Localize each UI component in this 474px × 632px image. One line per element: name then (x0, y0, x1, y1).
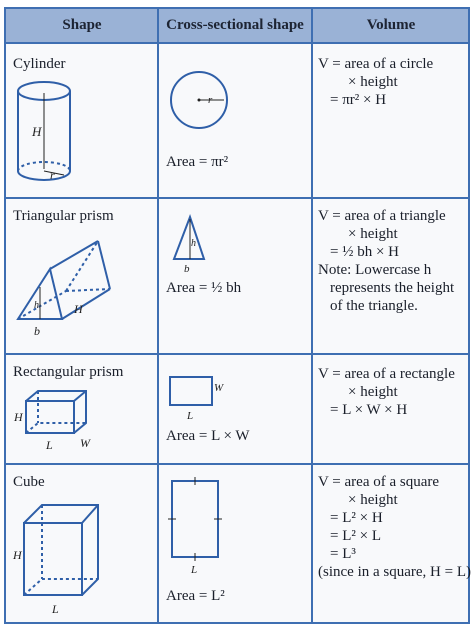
area-formula: Area = L × W (166, 428, 250, 444)
area-formula: Area = ½ bh (166, 280, 242, 296)
volume-line: V = area of a rectangle (318, 366, 455, 382)
circle-cross-section (166, 57, 236, 149)
volume-line: V = area of a square (318, 474, 440, 490)
volume-formula (318, 365, 455, 419)
rectangle-cross-section (166, 371, 236, 423)
shape-name: Rectangular prism (13, 364, 124, 380)
shape-name: Cylinder (13, 56, 66, 72)
rectangular-prism-figure (12, 385, 94, 455)
volume-line: V = area of a circle (318, 56, 434, 72)
volume-line: = ½ bh × H (330, 244, 400, 260)
volume-line: represents the height (330, 280, 455, 296)
cs-label: W (214, 382, 224, 394)
cube-figure (10, 493, 110, 617)
volume-line: = L × W × H (330, 402, 408, 418)
volume-line: × height (348, 74, 398, 90)
volume-line: × height (348, 384, 398, 400)
cs-label: h (191, 238, 196, 249)
cs-label: b (184, 263, 190, 274)
volume-line: = L² × L (330, 528, 381, 544)
cylinder-figure (14, 79, 84, 194)
header-cross-section: Cross-sectional shape (166, 17, 304, 33)
cs-label: L (191, 564, 198, 576)
shape-name: Triangular prism (13, 208, 114, 224)
volume-line: Note: Lowercase h (318, 262, 432, 278)
volume-line: = πr² × H (330, 92, 387, 108)
column-divider (157, 9, 159, 622)
triangular-prism-figure (10, 229, 120, 339)
volume-line: = L³ (330, 546, 356, 562)
cs-label: L (187, 410, 194, 422)
fig-label: r (50, 168, 55, 182)
area-formula: Area = πr² (166, 154, 229, 170)
fig-label: H (74, 302, 83, 316)
volume-formula (318, 207, 454, 315)
fig-label: L (52, 602, 59, 616)
volume-formula (318, 55, 433, 109)
square-cross-section (166, 477, 236, 577)
triangle-cross-section (171, 214, 211, 274)
fig-label: H (13, 548, 22, 562)
table-header (6, 9, 468, 44)
volume-formula (318, 473, 471, 581)
volume-line: (since in a square, H = L) (318, 564, 471, 580)
row-divider (6, 463, 468, 465)
column-divider (311, 9, 313, 622)
fig-label: W (80, 436, 90, 450)
volume-line: V = area of a triangle (318, 208, 446, 224)
cs-label: r (208, 94, 213, 106)
fig-label: H (32, 124, 42, 139)
fig-label: L (46, 438, 53, 452)
volume-table (4, 7, 470, 624)
fig-label: H (14, 410, 23, 424)
shape-name: Cube (13, 474, 45, 490)
header-shape: Shape (62, 17, 102, 33)
fig-label: b (34, 324, 40, 338)
row-divider (6, 197, 468, 199)
fig-label: h (34, 300, 39, 311)
area-formula: Area = L² (166, 588, 225, 604)
volume-line: of the triangle. (330, 298, 418, 314)
volume-line: × height (348, 226, 398, 242)
volume-line: = L² × H (330, 510, 383, 526)
row-divider (6, 353, 468, 355)
volume-line: × height (348, 492, 398, 508)
header-volume: Volume (366, 17, 416, 33)
